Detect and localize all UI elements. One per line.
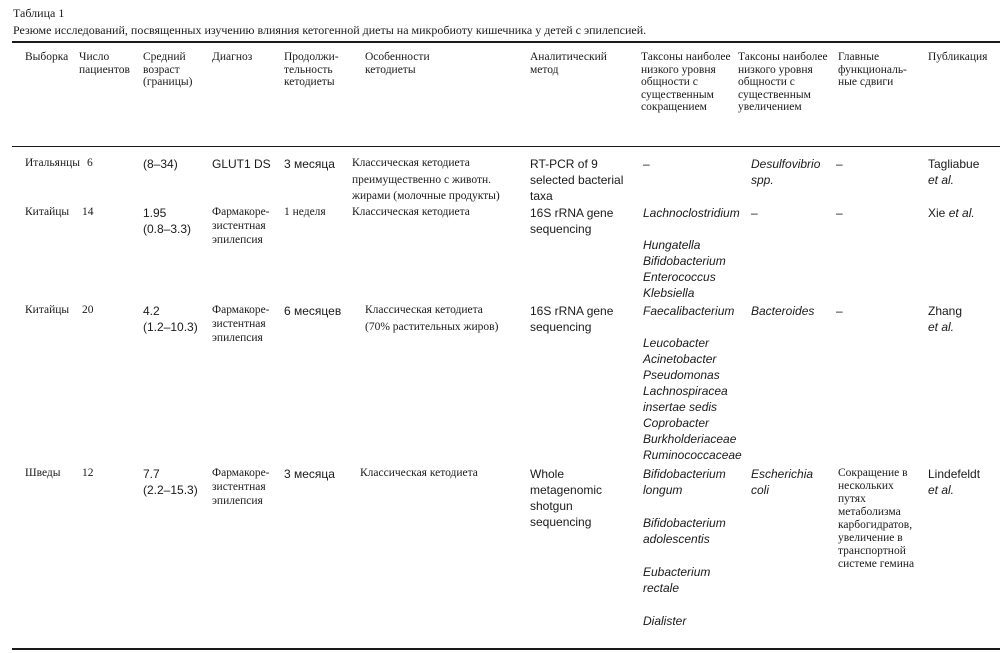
row-1-publication: Tagliabue — [928, 157, 980, 171]
row-3-duration: 6 месяцев — [284, 304, 342, 318]
row-4-publication: Lindefeldt — [928, 467, 981, 481]
header-publication: Публикация — [928, 51, 988, 63]
row-3-diagnosis: зистентная — [212, 318, 266, 330]
header-method: метод — [530, 63, 559, 76]
row-4-functional-shift: метаболизма — [838, 506, 901, 518]
row-4-decreased-taxon: Bifidobacterium — [643, 516, 726, 530]
row-4-functional-shift: Сокращение в — [838, 467, 908, 479]
row-4-decreased-taxon: Eubacterium — [643, 565, 711, 579]
row-1-cohort: Итальянцы — [25, 157, 80, 169]
row-2-diagnosis: зистентная — [212, 220, 266, 232]
header-increased: низкого уровня — [738, 63, 813, 76]
row-3-decreased-taxon: insertae sedis — [643, 400, 718, 414]
row-4-functional-shift: путях — [838, 493, 866, 505]
row-4-diagnosis: эпилепсия — [212, 495, 263, 507]
row-2-decreased-taxon: Lachnoclostridium — [643, 206, 740, 220]
row-2-decreased-taxon: Hungatella — [643, 238, 701, 252]
header-increased: Таксоны наиболее — [738, 51, 828, 63]
header-diet: Особенности — [365, 51, 430, 63]
row-3-decreased-taxon: Coprobacter — [643, 416, 710, 430]
row-1-decreased-taxon: – — [643, 157, 650, 171]
header-rule — [12, 146, 1000, 147]
row-3-decreased-taxon: Acinetobacter — [643, 352, 717, 366]
row-4-age: 7.7 — [143, 467, 160, 481]
row-1-increased-taxon: Desulfovibrio — [751, 157, 821, 171]
row-3-decreased-taxon: Lachnospiracea — [643, 384, 728, 398]
row-3-patients: 20 — [82, 304, 94, 316]
row-2-method: sequencing — [530, 222, 592, 236]
row-3-decreased-taxon: Faecalibacterium — [643, 304, 735, 318]
bottom-rule — [12, 648, 1000, 650]
top-rule — [12, 41, 1000, 43]
row-2-publication-part: et al. — [948, 206, 975, 220]
header-age: (границы) — [143, 76, 193, 88]
header-duration: кетодиеты — [284, 76, 335, 88]
row-1-method: taxa — [530, 189, 553, 203]
header-decreased: низкого уровня — [641, 63, 716, 76]
table-title: Резюме исследований, посвященных изучению влияния кетогенной диеты на микробиоту кишечника у детей с эпилепсией. — [13, 23, 647, 37]
row-3-age: (1.2–10.3) — [143, 320, 198, 334]
row-3-functional-shift: – — [836, 304, 843, 318]
row-4-functional-shift: карбогидратов, — [838, 519, 913, 531]
header-method: Аналитический — [530, 51, 607, 63]
row-3-publication: Zhang — [928, 304, 963, 318]
row-4-method: metagenomic — [530, 483, 603, 497]
row-4-method: shotgun — [530, 499, 573, 513]
header-shifts: ные сдвиги — [838, 76, 894, 88]
header-shifts: Главные — [838, 51, 880, 63]
row-2-diagnosis: Фармакоре- — [212, 206, 270, 218]
header-age: возраст — [143, 63, 180, 76]
row-2-decreased-taxon: Bifidobacterium — [643, 254, 726, 268]
header-duration: тельность — [284, 63, 333, 76]
row-1-method: selected bacterial — [530, 173, 624, 187]
header-patients: пациентов — [79, 63, 130, 76]
row-4-functional-shift: системе гемина — [838, 558, 915, 570]
row-4-increased-taxon: Escherichia — [751, 467, 814, 481]
row-4-decreased-taxon: adolescentis — [643, 532, 710, 546]
row-3-decreased-taxon: Ruminococcaceae — [643, 448, 742, 462]
row-4-duration: 3 месяца — [284, 467, 335, 481]
row-1-age: (8–34) — [143, 157, 178, 171]
header-duration: Продолжи- — [284, 51, 339, 63]
row-4-method: sequencing — [530, 515, 592, 529]
row-1-publication: et al. — [928, 173, 955, 187]
row-3-cohort: Китайцы — [25, 304, 70, 316]
row-2-age: (0.8–3.3) — [143, 222, 192, 236]
header-shifts: функциональ- — [838, 63, 907, 76]
row-4-increased-taxon: coli — [751, 483, 770, 497]
row-3-decreased-taxon: Leucobacter — [643, 336, 710, 350]
header-age: Средний — [143, 51, 186, 63]
header-decreased: Таксоны наиболее — [641, 51, 731, 63]
row-1-duration: 3 месяца — [284, 157, 335, 171]
row-3-method: 16S rRNA gene — [530, 304, 614, 318]
header-decreased: сокращением — [641, 101, 707, 113]
row-3-diet: Классическая кетодиета — [365, 304, 483, 316]
row-1-method: RT-PCR of 9 — [530, 157, 598, 171]
header-increased: увеличением — [738, 101, 802, 113]
header-patients: Число — [79, 51, 110, 63]
row-4-method: Whole — [530, 467, 565, 481]
row-1-diet: преимущественно с животн. — [352, 173, 492, 186]
row-3-publication: et al. — [928, 320, 955, 334]
header-diagnosis: Диагноз — [212, 51, 253, 63]
row-4-functional-shift: увеличение в — [838, 532, 903, 544]
row-1-functional-shift: – — [836, 157, 843, 171]
table-label: Таблица 1 — [13, 6, 65, 20]
row-4-patients: 12 — [82, 467, 94, 479]
row-2-patients: 14 — [82, 206, 94, 218]
row-1-increased-taxon: spp. — [751, 173, 774, 187]
row-4-age: (2.2–15.3) — [143, 483, 198, 497]
header-diet: кетодиеты — [365, 63, 416, 76]
row-4-diagnosis: Фармакоре- — [212, 467, 270, 479]
row-4-functional-shift: транспортной — [838, 545, 906, 557]
row-2-functional-shift: – — [836, 206, 843, 220]
row-4-decreased-taxon: Bifidobacterium — [643, 467, 726, 481]
row-4-cohort: Шведы — [25, 467, 61, 479]
row-4-decreased-taxon: Dialister — [643, 614, 687, 628]
header-decreased: общности с — [641, 76, 698, 88]
row-2-diagnosis: эпилепсия — [212, 234, 263, 246]
row-2-cohort: Китайцы — [25, 206, 70, 218]
header-increased: общности с — [738, 76, 795, 88]
row-4-publication: et al. — [928, 483, 955, 497]
row-2-increased-taxon: – — [751, 206, 758, 220]
row-3-decreased-taxon: Pseudomonas — [643, 368, 720, 382]
row-2-age: 1.95 — [143, 206, 167, 220]
row-4-diet: Классическая кетодиета — [360, 467, 478, 479]
row-3-diet: (70% растительных жиров) — [365, 320, 499, 333]
row-3-method: sequencing — [530, 320, 592, 334]
row-2-method: 16S rRNA gene — [530, 206, 614, 220]
row-3-diagnosis: эпилепсия — [212, 332, 263, 344]
row-4-functional-shift: нескольких — [838, 480, 894, 492]
row-1-diet: Классическая кетодиета — [352, 157, 470, 169]
row-3-increased-taxon: Bacteroides — [751, 304, 815, 318]
row-1-diagnosis: GLUT1 DS — [212, 157, 271, 171]
row-2-duration: 1 неделя — [284, 206, 326, 218]
row-2-publication — [928, 205, 975, 221]
row-1-patients: 6 — [87, 157, 93, 169]
row-3-decreased-taxon: Burkholderiaceae — [643, 432, 737, 446]
row-2-decreased-taxon: Klebsiella — [643, 286, 695, 300]
header-decreased: существенным — [641, 88, 714, 101]
row-3-diagnosis: Фармакоре- — [212, 304, 270, 316]
row-3-age: 4.2 — [143, 304, 160, 318]
row-2-publication-part: Xie — [928, 206, 949, 220]
header-increased: существенным — [738, 88, 811, 101]
row-4-diagnosis: зистентная — [212, 481, 266, 493]
row-4-decreased-taxon: longum — [643, 483, 683, 497]
row-2-diet: Классическая кетодиета — [352, 206, 470, 218]
header-cohort: Выборка — [25, 51, 69, 63]
row-1-diet: жирами (молочные продукты) — [352, 190, 500, 202]
row-4-decreased-taxon: rectale — [643, 581, 680, 595]
row-2-decreased-taxon: Enterococcus — [643, 270, 716, 284]
